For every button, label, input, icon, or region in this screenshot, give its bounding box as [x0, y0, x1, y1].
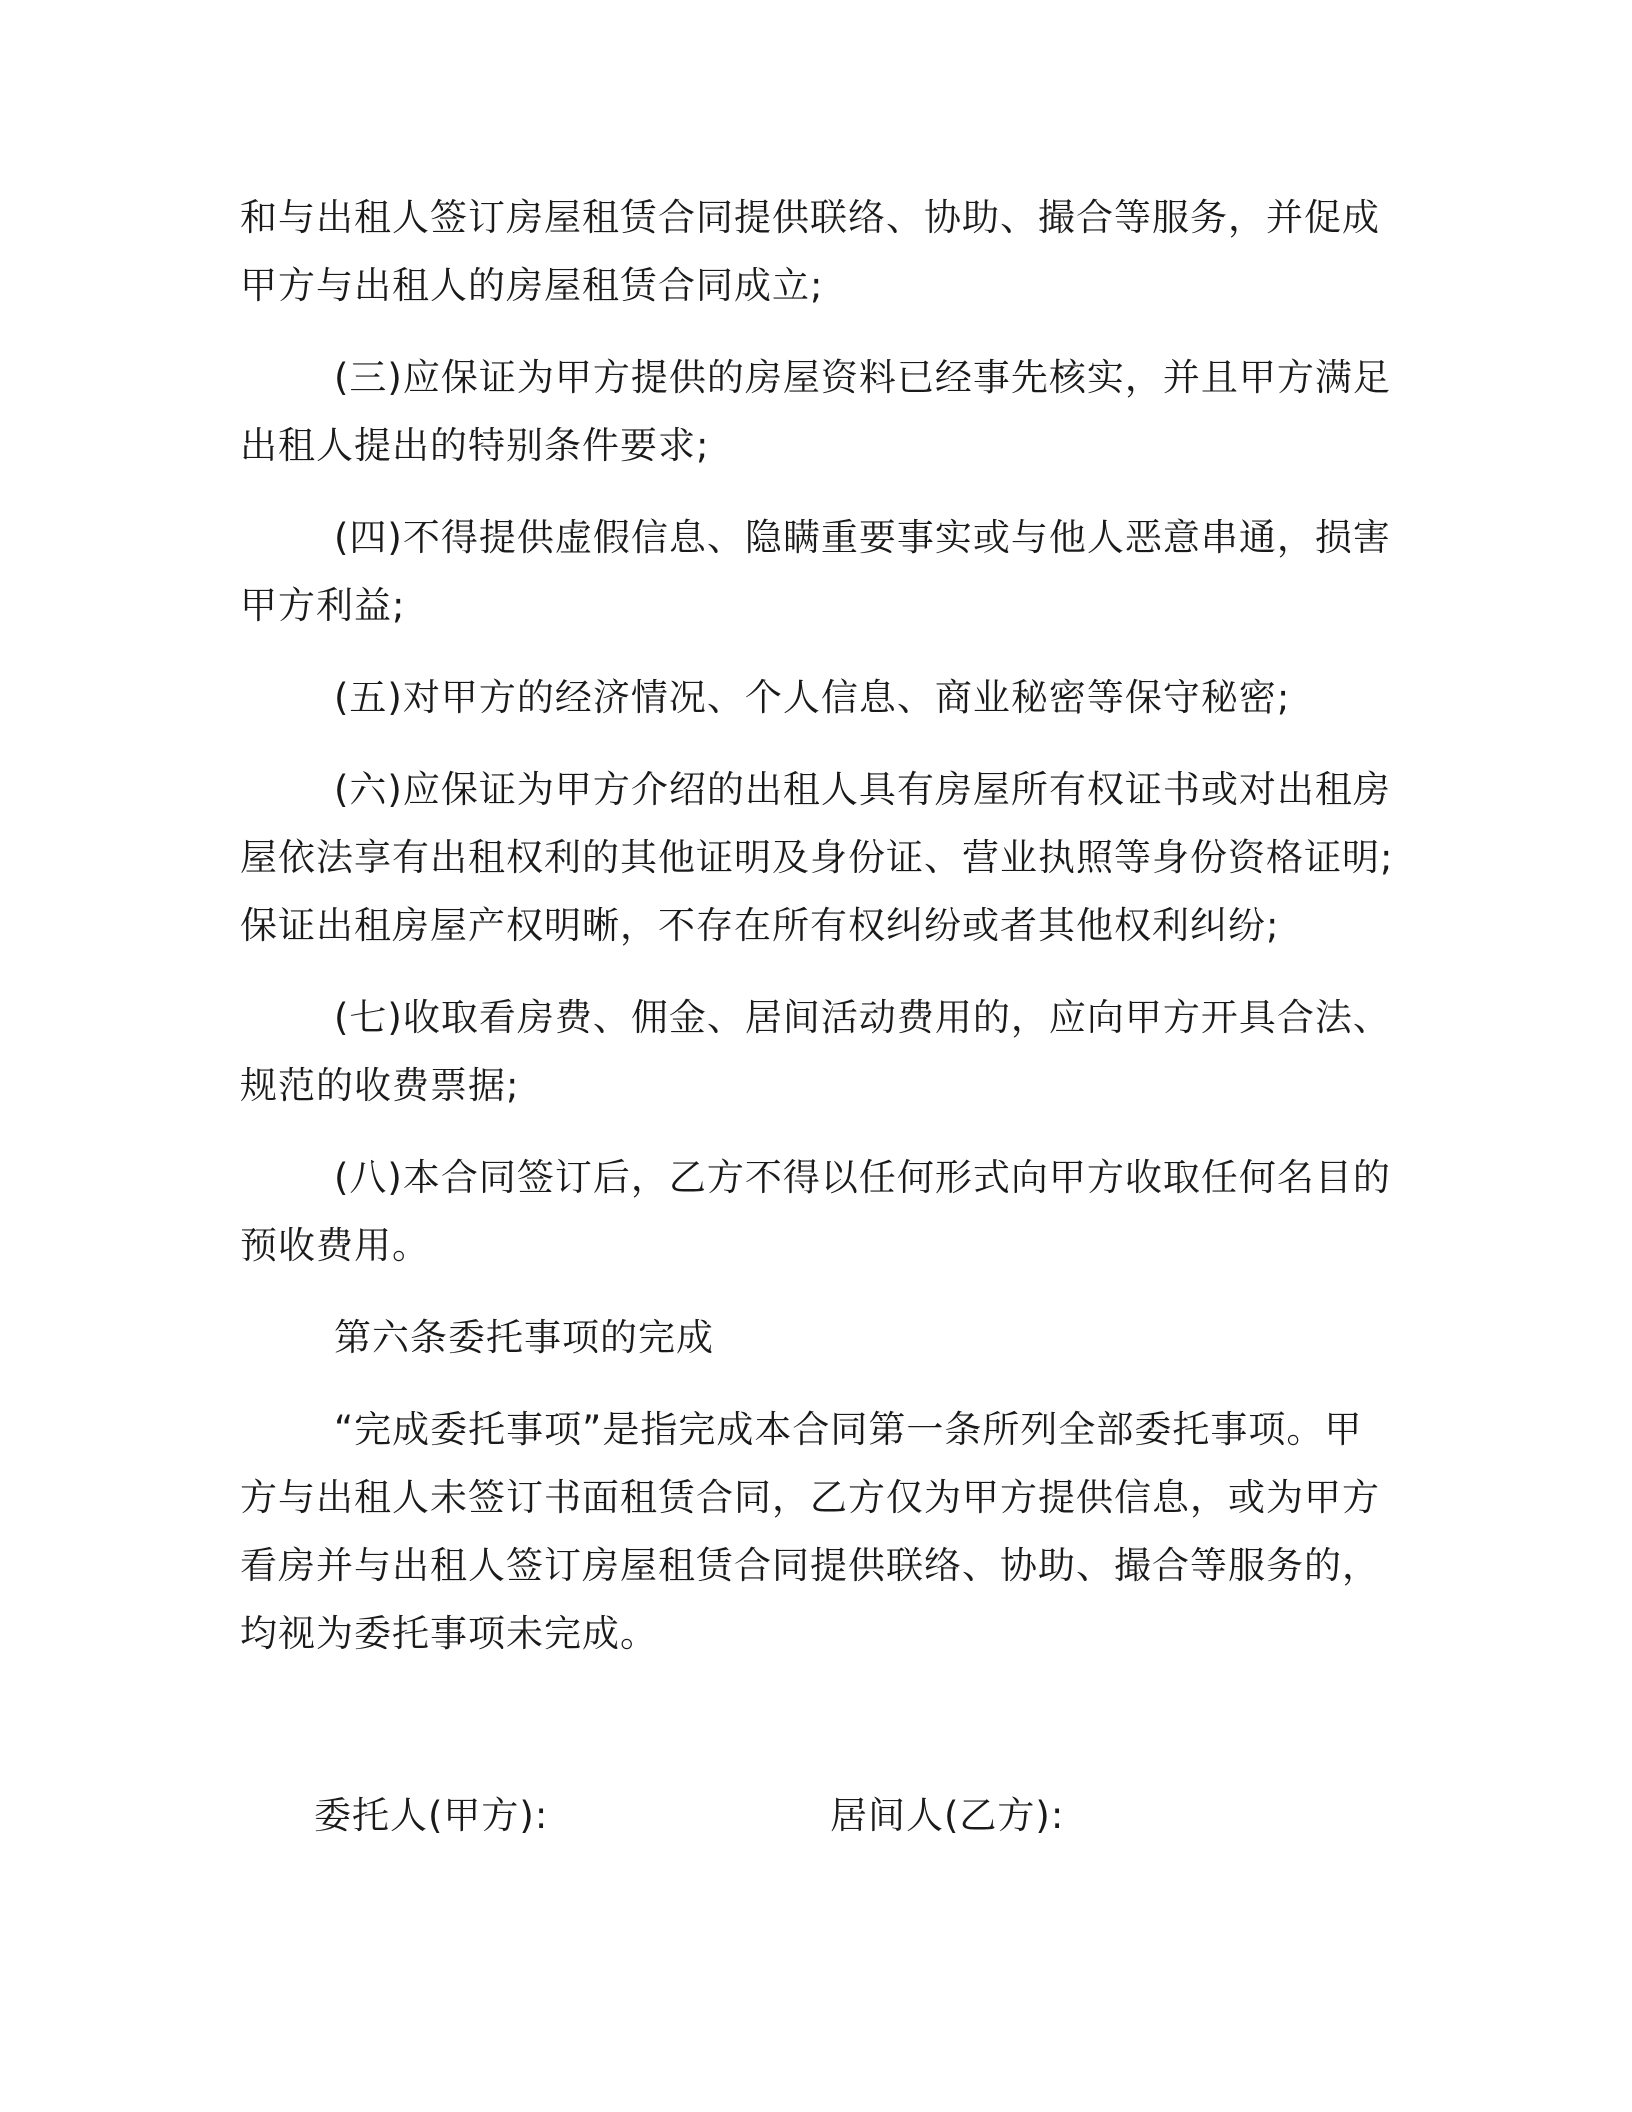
article-body-line: 看房并与出租人签订房屋租赁合同提供联络、协助、撮合等服务的， [240, 1544, 1380, 1587]
paragraph-line: 和与出租人签订房屋租赁合同提供联络、协助、撮合等服务，并促成 [240, 196, 1380, 239]
list-item-3-line: (三)应保证为甲方提供的房屋资料已经事先核实，并且甲方满足 [334, 356, 1391, 399]
article-heading: 第六条委托事项的完成 [334, 1316, 714, 1359]
principal-signature-label: 委托人(甲方): [314, 1794, 549, 1837]
article-body-line: 均视为委托事项未完成。 [240, 1612, 658, 1655]
list-item-6-line: 屋依法享有出租权利的其他证明及身份证、营业执照等身份资格证明; [240, 836, 1394, 879]
article-body-line: 方与出租人未签订书面租赁合同，乙方仅为甲方提供信息，或为甲方 [240, 1476, 1380, 1519]
paragraph-line: 甲方与出租人的房屋租赁合同成立; [240, 264, 824, 307]
list-item-8-line: 预收费用。 [240, 1224, 430, 1267]
list-item-4-line: (四)不得提供虚假信息、隐瞒重要事实或与他人恶意串通，损害 [334, 516, 1391, 559]
intermediary-signature-label: 居间人(乙方): [830, 1794, 1065, 1837]
list-item-7-line: 规范的收费票据; [240, 1064, 520, 1107]
list-item-6-line: 保证出租房屋产权明晰，不存在所有权纠纷或者其他权利纠纷; [240, 904, 1280, 947]
list-item-4-line: 甲方利益; [240, 584, 406, 627]
list-item-6-line: (六)应保证为甲方介绍的出租人具有房屋所有权证书或对出租房 [334, 768, 1391, 811]
list-item-8-line: (八)本合同签订后，乙方不得以任何形式向甲方收取任何名目的 [334, 1156, 1391, 1199]
list-item-3-line: 出租人提出的特别条件要求; [240, 424, 710, 467]
list-item-7-line: (七)收取看房费、佣金、居间活动费用的，应向甲方开具合法、 [334, 996, 1391, 1039]
list-item-5-line: (五)对甲方的经济情况、个人信息、商业秘密等保守秘密; [334, 676, 1291, 719]
article-body-line: “完成委托事项”是指完成本合同第一条所列全部委托事项。甲 [334, 1408, 1363, 1451]
